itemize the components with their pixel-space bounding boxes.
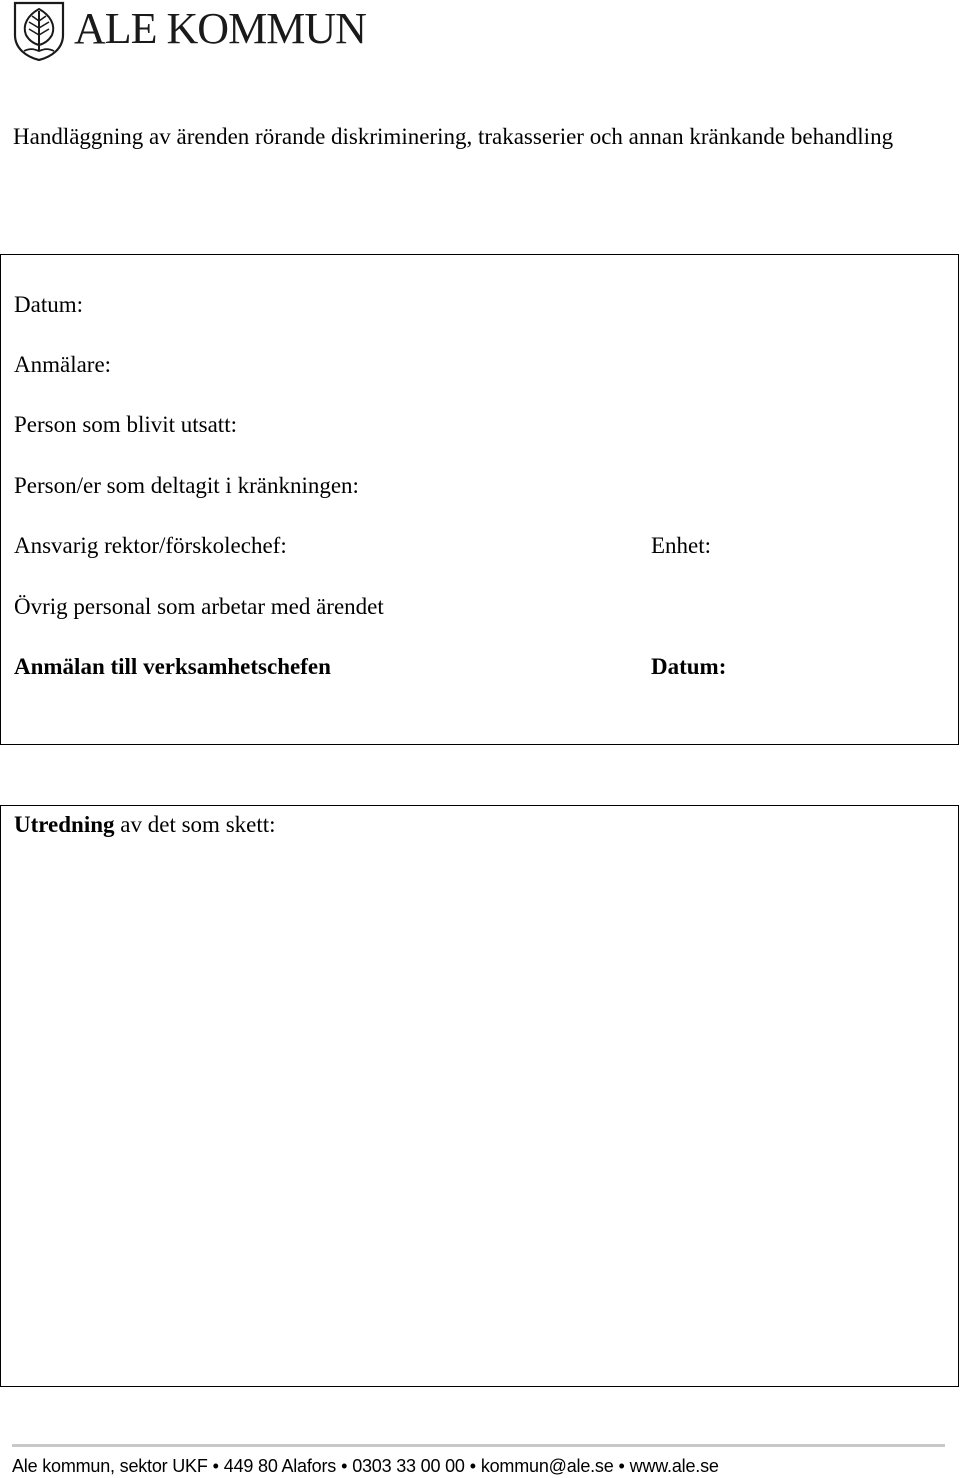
footer-org: Ale kommun, sektor UKF: [12, 1456, 208, 1476]
footer-separator: •: [212, 1456, 219, 1476]
footer-separator: •: [618, 1456, 625, 1476]
case-info-box: [0, 254, 959, 745]
footer-separator: •: [469, 1456, 476, 1476]
footer-phone: 0303 33 00 00: [352, 1456, 465, 1476]
ovrig-personal-label: Övrig personal som arbetar med ärendet: [14, 594, 384, 619]
ale-kommun-tree-shield-icon: [12, 1, 66, 61]
anmalare-label: Anmälare:: [14, 352, 112, 377]
logo: [12, 0, 366, 62]
datum-label: Datum:: [14, 292, 83, 317]
investigation-box: [0, 805, 959, 1387]
utsatt-person-label: Person som blivit utsatt:: [14, 412, 237, 437]
footer: [12, 1454, 719, 1478]
anmalan-datum-label: Datum:: [651, 654, 727, 679]
footer-email: kommun@ale.se: [480, 1456, 614, 1476]
enhet-label: Enhet:: [651, 533, 712, 558]
anmalan-verksamhetschef-label: Anmälan till verksamhetschefen: [14, 654, 331, 679]
deltagit-person-label: Person/er som deltagit i kränkningen:: [14, 473, 359, 498]
document-title: Handläggning av ärenden rörande diskriminering, trakasserier och annan kränkande behandling: [13, 124, 894, 149]
investigation-heading: [14, 811, 276, 839]
logo-text: ALE KOMMUN: [74, 4, 366, 53]
footer-address: 449 80 Alafors: [223, 1456, 337, 1476]
investigation-heading-bold: Utredning: [14, 812, 115, 837]
footer-separator: •: [341, 1456, 348, 1476]
footer-web: www.ale.se: [629, 1456, 719, 1476]
ansvarig-rektor-label: Ansvarig rektor/förskolechef:: [14, 533, 287, 558]
footer-divider: [12, 1444, 945, 1447]
investigation-heading-rest: av det som skett:: [114, 812, 276, 837]
